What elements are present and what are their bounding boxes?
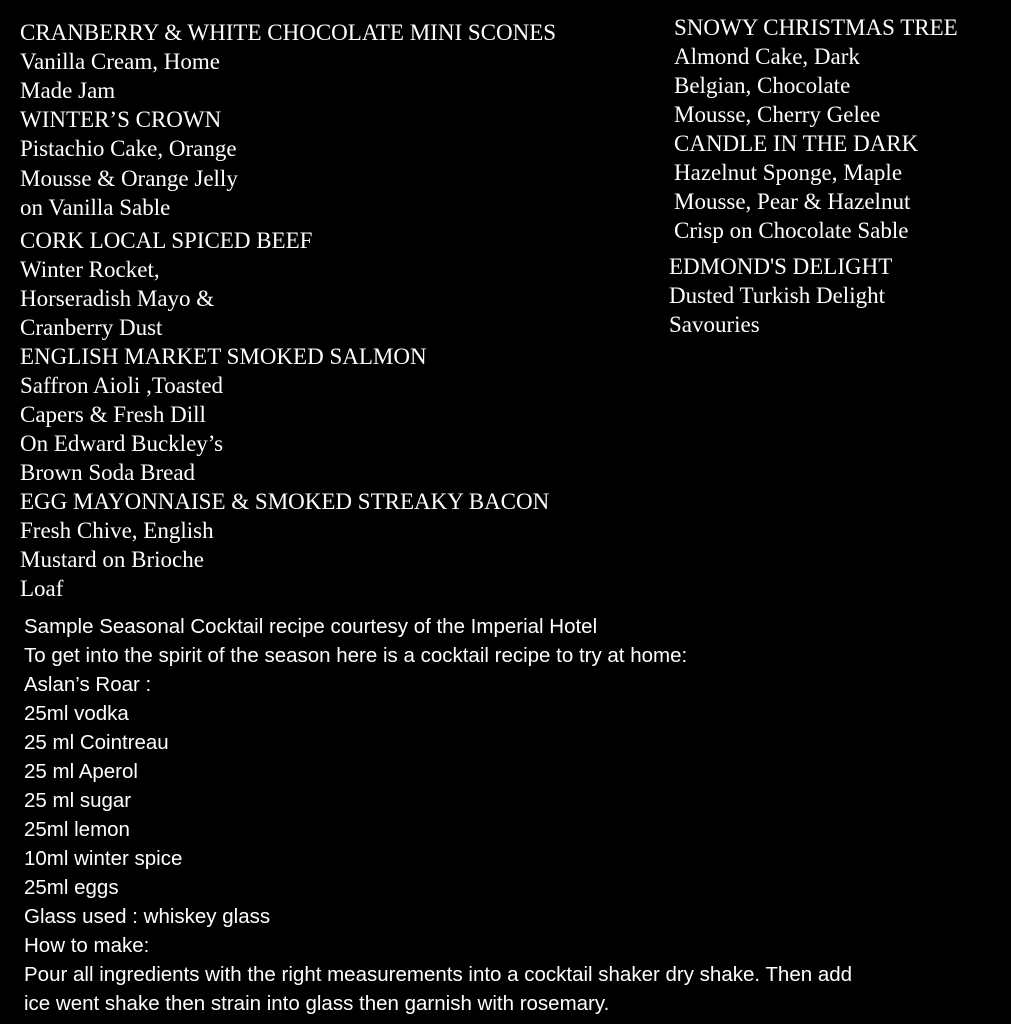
dish-description: Mousse & Orange Jelly — [20, 166, 238, 191]
ingredient: 25 ml sugar — [24, 789, 132, 812]
dish-description: Capers & Fresh Dill — [20, 402, 206, 427]
dish-description: Mousse, Pear & Hazelnut — [674, 189, 911, 214]
dish-description: Loaf — [20, 576, 64, 601]
method-text: Pour all ingredients with the right measurements into a cocktail shaker dry shake. Then add — [24, 963, 853, 986]
dish-description: On Edward Buckley’s — [20, 431, 224, 456]
dish-description: Brown Soda Bread — [20, 460, 196, 485]
dish-description: Saffron Aioli ,Toasted — [20, 373, 224, 398]
dish-description: Cranberry Dust — [20, 315, 163, 340]
cocktail-heading: Sample Seasonal Cocktail recipe courtesy of the Imperial Hotel — [24, 615, 598, 638]
dish-title: EDMOND'S DELIGHT — [669, 254, 893, 279]
glass-info: Glass used : whiskey glass — [24, 905, 271, 928]
ingredient: 25 ml Aperol — [24, 760, 138, 783]
dish-title: WINTER’S CROWN — [20, 107, 222, 132]
dish-description: Savouries — [669, 312, 760, 337]
dish-title: SNOWY CHRISTMAS TREE — [674, 15, 958, 40]
ingredient: 25ml lemon — [24, 818, 130, 841]
dish-description: Almond Cake, Dark — [674, 44, 860, 69]
ingredient: 10ml winter spice — [24, 847, 183, 870]
method-heading: How to make: — [24, 934, 150, 957]
cocktail-intro: To get into the spirit of the season here is a cocktail recipe to try at home: — [24, 644, 688, 667]
dish-description: Dusted Turkish Delight — [669, 283, 885, 308]
dish-title: ENGLISH MARKET SMOKED SALMON — [20, 344, 427, 369]
dish-title: EGG MAYONNAISE & SMOKED STREAKY BACON — [20, 489, 550, 514]
dish-description: Pistachio Cake, Orange — [20, 136, 237, 161]
dish-description: Horseradish Mayo & — [20, 286, 215, 311]
dish-description: Fresh Chive, English — [20, 518, 214, 543]
cocktail-name: Aslan’s Roar : — [24, 673, 152, 696]
dish-description: Mousse, Cherry Gelee — [674, 102, 881, 127]
dish-description: Mustard on Brioche — [20, 547, 204, 572]
dish-description: Winter Rocket, — [20, 257, 160, 282]
dish-description: Vanilla Cream, Home — [20, 49, 220, 74]
ingredient: 25ml vodka — [24, 702, 129, 725]
dish-title: CRANBERRY & WHITE CHOCOLATE MINI SCONES — [20, 20, 557, 45]
dish-title: CANDLE IN THE DARK — [674, 131, 919, 156]
ingredient: 25 ml Cointreau — [24, 731, 169, 754]
dish-description: Hazelnut Sponge, Maple — [674, 160, 903, 185]
ingredient: 25ml eggs — [24, 876, 119, 899]
method-text: ice went shake then strain into glass then garnish with rosemary. — [24, 992, 610, 1015]
dish-description: Belgian, Chocolate — [674, 73, 851, 98]
dish-description: on Vanilla Sable — [20, 195, 171, 220]
dish-title: CORK LOCAL SPICED BEEF — [20, 228, 313, 253]
dish-description: Crisp on Chocolate Sable — [674, 218, 909, 243]
dish-description: Made Jam — [20, 78, 116, 103]
